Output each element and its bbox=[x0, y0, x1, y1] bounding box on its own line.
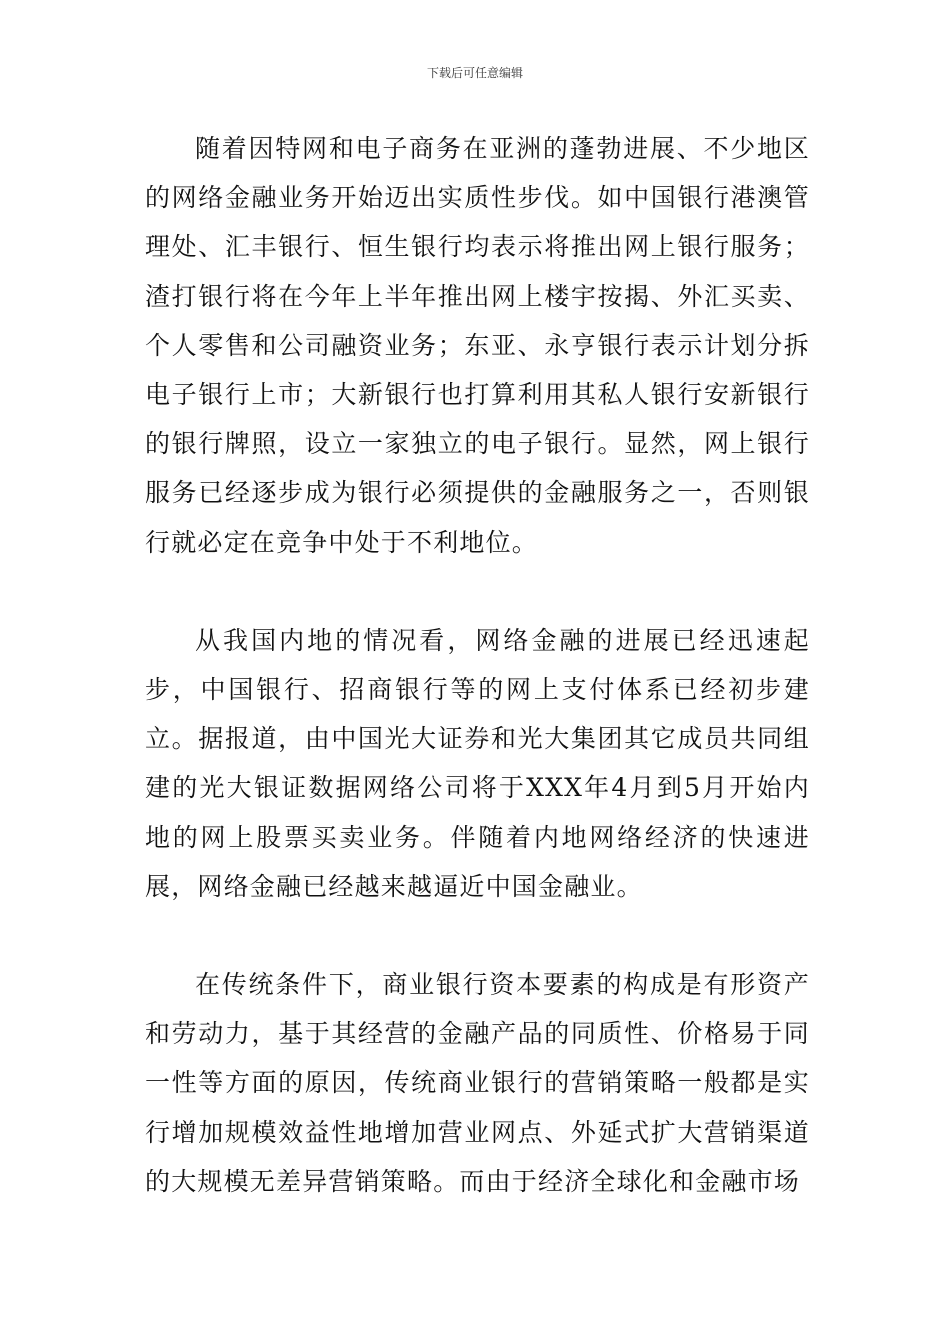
page-header: 下载后可任意编辑 bbox=[426, 66, 523, 80]
paragraph-3: 在传统条件下，商业银行资本要素的构成是有形资产和劳动力，基于其经营的金融产品的同质性、价格易于同一性等方面的原因，传统商业银行的营销策略一般都是实行增加规模效益性地增加营业网点、外延式扩大营销渠道的大规模无差异营销策略。而由于经济全球化和金融市场 bbox=[145, 970, 810, 1196]
paragraph-1: 随着因特网和电子商务在亚洲的蓬勃进展、不少地区的网络金融业务开始迈出实质性步伐。如中国银行港澳管理处、汇丰银行、恒生银行均表示将推出网上银行服务；渣打银行将在今年上半年推出网上楼宇按揭、外汇买卖、个人零售和公司融资业务；东亚、永亨银行表示计划分拆电子银行上市；大新银行也打算利用其私人银行安新银行的银行牌照，设立一家独立的电子银行。显然，网上银行服务已经逐步成为银行必须提供的金融服务之一，否则银行就必定在竞争中处于不利地位。 bbox=[145, 134, 810, 557]
document-body bbox=[145, 124, 810, 1206]
paragraph-2: 从我国内地的情况看，网络金融的进展已经迅速起步，中国银行、招商银行等的网上支付体系已经初步建立。据报道，由中国光大证券和光大集团其它成员共同组建的光大银证数据网络公司将于XXX年4月到5月开始内地的网上股票买卖业务。伴随着内地网络经济的快速进展，网络金融已经越来越逼近中国金融业。 bbox=[145, 625, 810, 901]
